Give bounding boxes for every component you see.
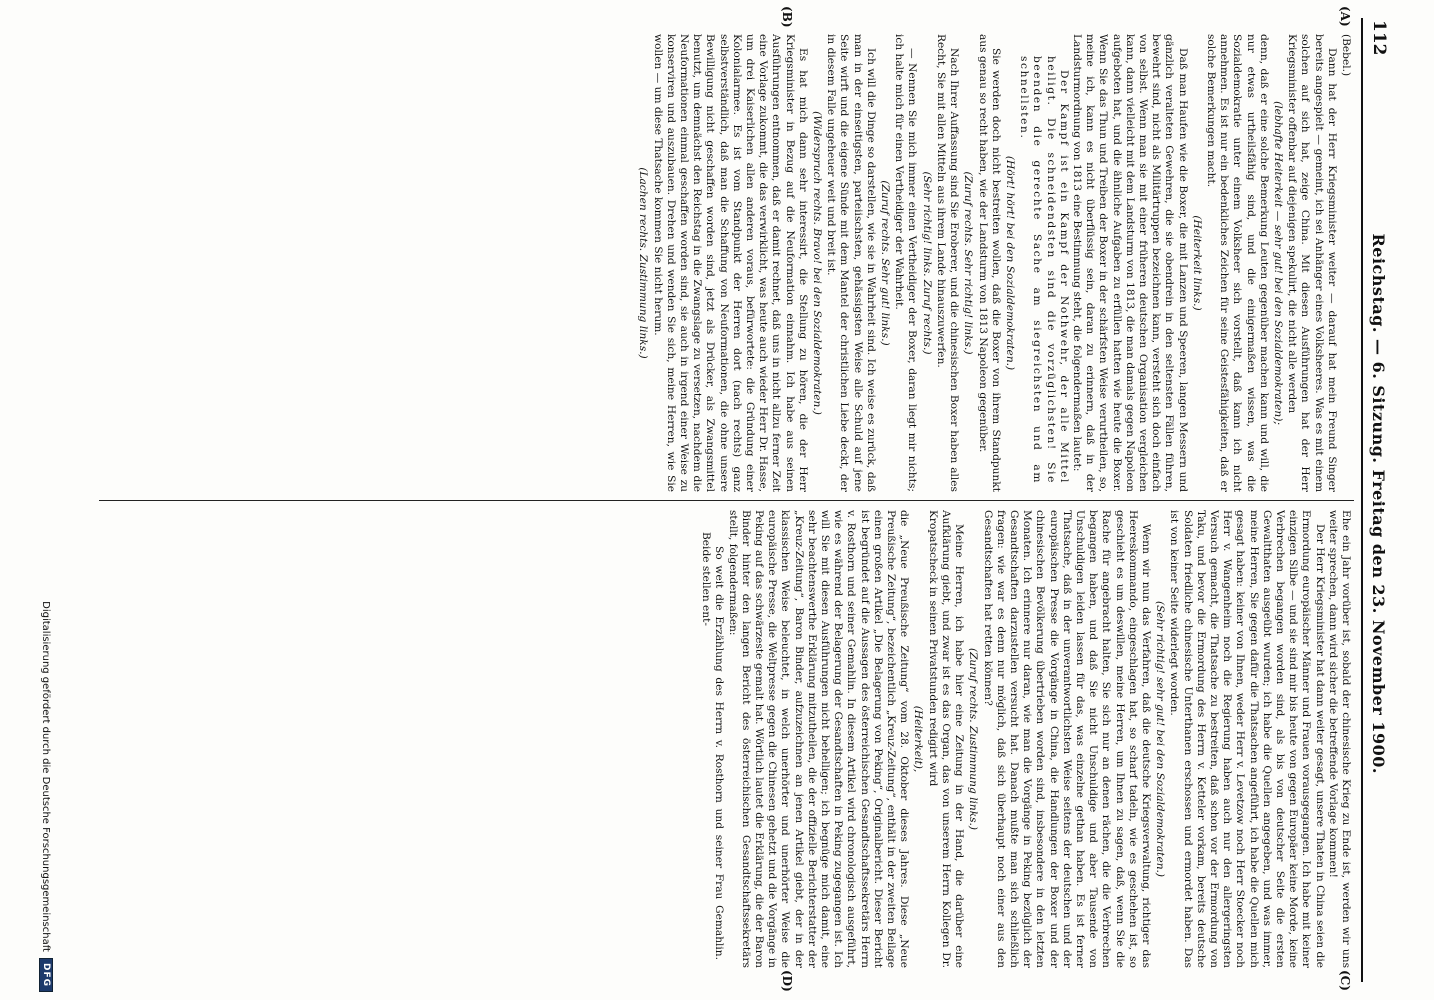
- paragraph: Meine Herren, ich habe hier eine Zeitung in der Hand, die darüber eine Aufklärung giebt, und zwar ist es das Organ, das von unserem Herrn Kollegen Dr. Kropatscheck in seinen Privatstunden redigirt wird: [926, 510, 966, 968]
- paragraph: Der Herr Kriegsminister hat dann weiter gesagt, unsere Thaten in China seien die Ermordung europäischer Männer und Frauen vorausgegangen. Ich habe mit keiner einzigen Silbe — und sie sind mir bis heute von gegen Europäer keine Morde, keine Verbrechen begangen worden sind, als bis von deutscher Seite die ersten Gewaltthaten ausgeübt wurden; ich habe die Quellen angegeben, und was immer, meine Herren, Sie gegen dafür die Thatsachen angeführt, ich habe die Quellen mich gesagt haben: keiner von Ihnen, weder Herr v. Levetzow noch Herr Stoecker noch Herr v. Wangenheim noch die Regierung haben auch nur den allergeringsten Versuch gemacht, die Thatsache zu bestreiten, daß schon vor der Ermordung von Taku, und bevor die Ermordung des Herrn v. Ketteler vorkam, bereits deutsche Soldaten friedliche chinesische Unterthanen erschossen und ermordet haben. Das ist von keiner Seite widerlegt worden.: [1168, 510, 1326, 968]
- page-number: 112: [1369, 20, 1389, 56]
- speaker-label: (Bebel.): [1340, 34, 1352, 77]
- digitization-credit: [28, 0, 64, 1000]
- interjection: (Heiterkeit links.): [1190, 215, 1203, 311]
- block-quote: So weit die Erzählung des Herrn v. Rosthorn und seiner Frau Gemahlin. Beide stellen ent-: [700, 532, 726, 960]
- paragraph: — Nennen Sie mich immer einen Vertheidiger der Boxer, daran liegt mir nichts; ich halte mich für einen Vertheidiger der Wahrheit.: [893, 34, 919, 492]
- paragraph: Ich will die Dinge so darstellen, wie sie in Wahrheit sind. Ich weise es zurück, daß man in der einseitigsten, parteiischsten, gehässigsten Weise alle Schuld auf jene Seite wirft und die eigene Sünde mit dem Mantel der christlichen Liebe deckt, der in diesem Falle ungeheuer weit und breit ist.: [825, 34, 877, 492]
- interjection: (Lachen rechts. Zustimmung links.): [637, 167, 650, 359]
- interjection: (Zuruf rechts. Sehr gut! links.): [879, 180, 892, 346]
- margin-letter-b: (B): [780, 6, 794, 28]
- paragraph: Daß man Haufen wie die Boxer, die mit Lanzen und Speeren, langen Messern und gänzlich veralteten Gewehren, die sie obendrein in den seltensten Fällen führen, bewehrt sind, nicht als Militärtruppen bezeichnen kann, versteht sich doch einfach von selbst. Wenn man sie mit einer früheren deutschen Organisation vergleichen kann, dann vielleicht mit dem Landsturm von 1813, die man damals gegen Napoleon aufgeboten hat, und die ähnliche Aufgaben zu erfüllen hatten wie heute die Boxer. Wenn Sie das Thun und Treiben der Boxer in der schärfsten Weise verurtheilen, so, meine ich, kann es nicht überflüssig sein, daran zu erinnern, daß in der Landsturmordnung von 1813 eine Bestimmung steht, die folgendermaßen lautet:: [1070, 34, 1189, 492]
- interjection: (Zuruf rechts. Zustimmung links.): [967, 647, 980, 831]
- margin-letter-c: (C): [1338, 970, 1352, 991]
- interjection: (Widerspruch rechts. Bravo! bei den Sozialdemokraten.): [811, 111, 824, 415]
- margin-letter-d: (D): [780, 970, 794, 992]
- paragraph: Ehe ein Jahr vorüber ist, sobald der chinesische Krieg zu Ende ist, werden wir uns weiter sprechen, dann wird sicher die betreffende Vorlage kommen!: [1326, 510, 1352, 968]
- interjection: (Sehr richtig! links. Zuruf rechts.): [920, 171, 933, 355]
- paragraph: die „Neue Preußische Zeitung“ vom 28. Oktober dieses Jahres. Diese „Neue Preußische Zeitung“, bezeichentlich „Kreuz-Zeitung“, enthält in der zweiten Beilage einen großen Artikel „Die Belagerung von Peking“, Originalbericht. Dieser Bericht ist begründet auf die Aussagen des österreichischen Gesandtschaftssekretärs Herrn v. Rosthorn und seiner Gemahlin. In diesem Artikel wird chronologisch ausgeführt, wie es während der Belagerung der Gesandtschaften in Peking zugegangen ist. Ich will Sie mit diesen Ausführungen nicht behelligen; ich begnüge mich damit, eine sehr beachtenswerthe Erklärung mitzutheilen, die der offizielle Berichterstatter der „Kreuz-Zeitung“, Baron Binder, aufzuzeichnen an jenen Artikel giebt, der in der klassischen Weise beleuchtet, in welch unerhörter und unerhörter Weise die europäische Presse, die Weltpresse gegen die Chinesen gehetzt und die Vorgänge in Peking auf das schwärzeste gemalt hat. Wörtlich lautet die Erklärung, die der Baron Binder hinter den langen Bericht des österreichischen Gesandtschaftssekretärs stellt, folgendermaßen:: [726, 510, 911, 968]
- running-head: Reichstag. — 6. Sitzung. Freitag den 23. November 1900.: [1369, 233, 1389, 774]
- scan-page: [79, 0, 1434, 1000]
- paragraph: Nach Ihrer Auffassung sind Sie Eroberer, und die chinesischen Boxer haben alles Recht, Sie mit allen Mitteln aus ihrem Lande hinauszuwerfen.: [934, 34, 961, 492]
- paragraph: Sie werden doch nicht bestreiten wollen, daß die Boxer von ihrem Standpunkt aus genau so recht haben, wie der Landsturm von 1813 Napoleon gegenüber.: [976, 34, 1002, 492]
- header-rule: [1361, 18, 1363, 982]
- interjection: (Hört! hört! bei den Sozialdemokraten.): [1003, 155, 1016, 371]
- paragraph: Es hat mich dann sehr interessirt, die Stellung zu hören, die der Herr Kriegsminister in Bezug auf die Neuformation einnahm. Ich habe aus seinen Ausführungen entnommen, daß er damit rechnet, daß uns in nicht allzu ferner Zeit eine Vorlage zukommt, die das verwirklicht, was heute auch wieder Herr Dr. Hasse, um drei Kaiserlichen allen anderen voraus, befürwortete: die Gründung einer Kolonialarmee. Es ist vom Standpunkt der Herren dort (nach rechts) ganz selbstverständlich, daß man die Schaffung von Neuformationen, die ohne unsere Bewilligung nicht geschaffen worden sind, jetzt als Drücker, als Zwangsmittel benutzt, um demnächst den Reichstag in die Zwangslage zu versetzen, nachdem die Neuformationen einmal geschaffen worden sind, sie auch in irgend einer Weise zu konserviren und auszubauen. Drehen und wenden Sie sich, meine Herren, wie Sie wollen — um diese Thatsache kommen Sie nicht herum.: [651, 34, 809, 492]
- left-column: [99, 34, 1352, 492]
- right-column: [99, 510, 1352, 968]
- paragraph: Wenn wir nun das Verfahren, daß die deutsche Kriegsverwaltung, richtiger das Heereskommando, eingeschlagen hat, so scharf tadeln, wie es geschehen ist, so geschieht es um deswillen, meine Herren, um Ihnen zu sagen, daß, wenn Sie die Rache für angebracht halten, Sie sich nur an denen rächen, die die Verbrechen begangen haben, und daß Sie nicht Unschuldige und aber Tausende von Unschuldigen leiden lassen für das, was einzelne gethan haben. Es ist ferner Thatsache, daß in der unverantwortlichsten Weise seitens der deutschen und der europäischen Presse die Vorgänge in China, die Handlungen der Boxer und der chinesischen Bevölkerung übertrieben worden sind, insbesondere in den letzten Monaten. Ich erinnere nur daran, wie man die Vorgänge in Peking bezüglich der Gesandtschaften darzustellen versucht hat. Danach mußte man sich schließlich fragen: wie war es denn nur möglich, daß sich überhaupt noch einer aus den Gesandtschaften hat retten können?: [981, 510, 1152, 968]
- dfg-logo: DFG: [39, 958, 53, 992]
- block-quote: Der Kampf ist ein Kampf der Nothwehr, der alle Mittel heiligt. Die schneidendsten sind die vorzüglichsten! Sie beenden die gerechte Sache am siegreichsten und am schnellsten.: [1018, 56, 1070, 484]
- interjection: (Sehr richtig! sehr gut! bei den Sozialdemokraten.): [1154, 600, 1167, 878]
- paragraph: denn, daß er eine solche Bemerkung Leuten gegenüber machen kann und will, die nur etwas urtheilsfähig sind, und die einigermaßen wissen, was die Sozialdemokratie unter einem Volksheer sich vorstellt, daß kann ich nicht annehmen. Es ist nur ein bedenkliches Zeichen für seine Geistesfähigkeiten, daß er solche Bemerkungen macht.: [1204, 34, 1270, 492]
- column-divider: [99, 500, 1354, 501]
- credit-text: Digitalisierung gefördert durch die Deutsche Forschungsgemeinschaft: [40, 601, 52, 952]
- interjection: (lebhafte Heiterkeit — sehr gut! bei den Sozialdemokraten);: [1271, 101, 1284, 425]
- margin-letter-a: (A): [1338, 6, 1352, 27]
- interjection: (Heiterkeit),: [912, 705, 925, 773]
- page-header: [1364, 20, 1394, 980]
- interjection: (Zuruf rechts. Sehr richtig! links.): [962, 171, 975, 355]
- paragraph: Dann hat der Herr Kriegsminister weiter — darauf hat mein Freund Singer bereits angespielt — gemeint, ich sei Anhänger eines Volksheeres. Was es mit einem solchen auf sich hat, zeige China. Mit diesen Ausführungen hat der Herr Kriegsminister offenbar auf diejenigen spekulirt, die nicht alle werden: [1286, 34, 1338, 492]
